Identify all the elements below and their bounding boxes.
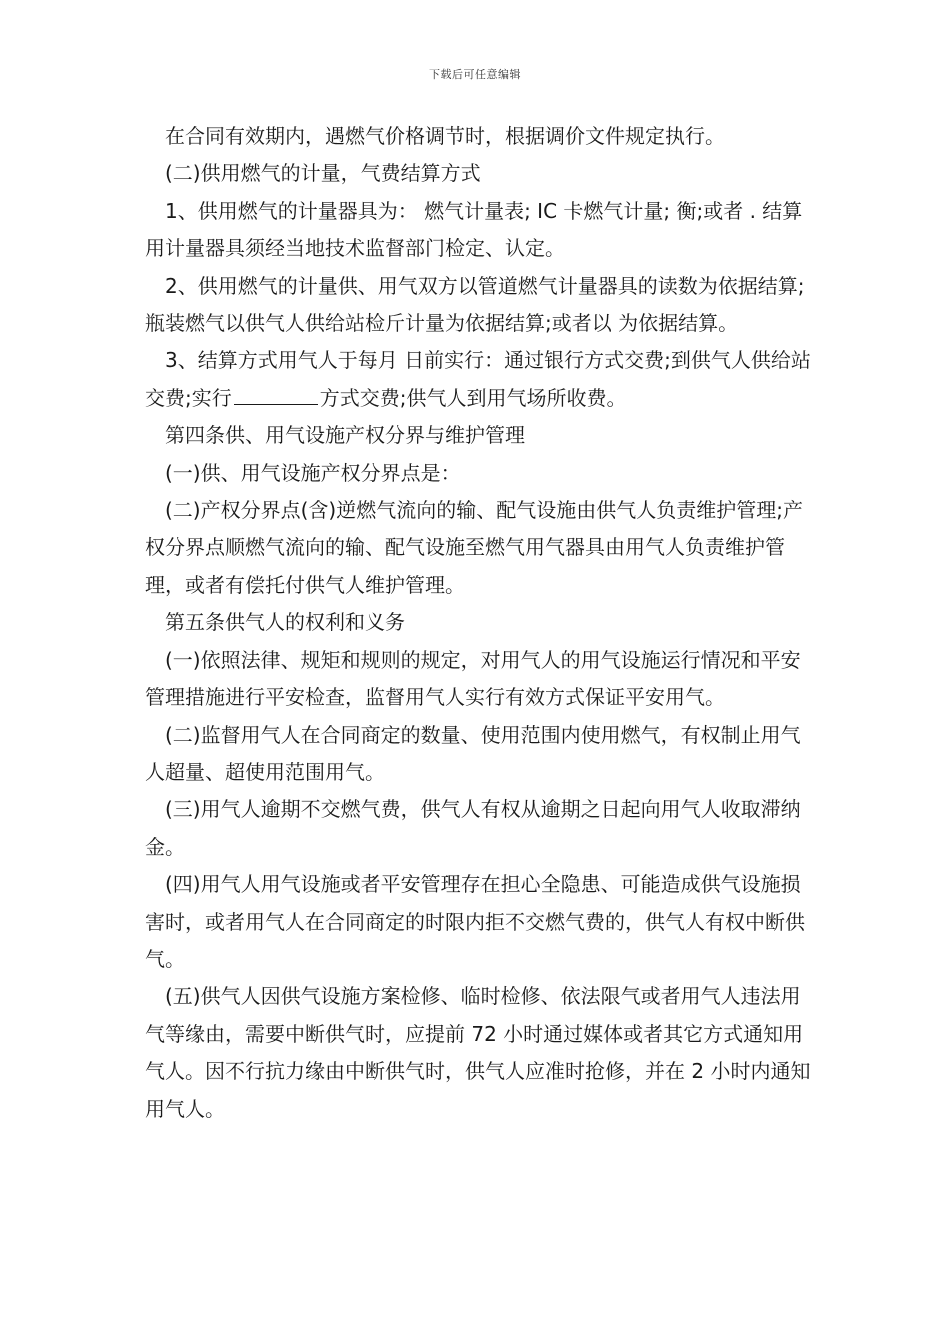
paragraph-text-tail: 方式交费;供气人到用气场所收费。 — [319, 385, 627, 410]
paragraph: (三)用气人逾期不交燃气费，供气人有权从逾期之日起向用气人收取滞纳金。 — [145, 797, 801, 859]
section-heading: (二)供用燃气的计量，气费结算方式 — [165, 161, 481, 186]
paragraph: 1、供用燃气的计量器具为： 燃气计量表; IC 卡燃气计量; 衡;或者 . 结算用计量器具须经当地技术监督部门检定、认定。 — [145, 198, 803, 261]
article-heading: 第四条供、用气设施产权分界与维护管理 — [165, 423, 525, 448]
fill-in-blank — [234, 386, 318, 405]
paragraph: 2、供用燃气的计量供、用气双方以管道燃气计量器具的读数为依据结算;瓶装燃气以供气人供给站检斤计量为依据结算;或者以 为依据结算。 — [145, 273, 805, 336]
paragraph: 在合同有效期内，遇燃气价格调节时，根据调价文件规定执行。 — [165, 124, 725, 148]
document-body — [145, 118, 813, 1128]
paragraph: (四)用气人用气设施或者平安管理存在担心全隐患、可能造成供气设施损害时，或者用气人在合同商定的时限内拒不交燃气费的，供气人有权中断供气。 — [145, 872, 805, 971]
paragraph: (五)供气人因供气设施方案检修、临时检修、依法限气或者用气人违法用气等缘由，需要中断供气时，应提前 72 小时通过媒体或者其它方式通知用气人。因不行抗力缘由中断供气时，供气人应准时抢修，并在 2 小时内通知用气人。 — [145, 984, 811, 1121]
paragraph-text: 3、结算方式用气人于每月 日前实行：通过银行方式交费;到供气人供给站交费;实行 — [145, 348, 811, 410]
paragraph: (一)依照法律、规矩和规则的规定，对用气人的用气设施运行情况和平安管理措施进行平安检查，监督用气人实行有效方式保证平安用气。 — [145, 647, 801, 710]
paragraph: (一)供、用气设施产权分界点是： — [165, 460, 461, 485]
paragraph: (二)产权分界点(含)逆燃气流向的输、配气设施由供气人负责维护管理;产权分界点顺燃气流向的输、配气设施至燃气用气器具由用气人负责维护管理，或者有偿托付供气人维护管理。 — [145, 498, 803, 597]
paragraph — [145, 342, 813, 417]
page-header: 下载后可任意编辑 — [429, 68, 521, 81]
article-heading: 第五条供气人的权利和义务 — [165, 610, 405, 635]
paragraph: (二)监督用气人在合同商定的数量、使用范围内使用燃气，有权制止用气人超量、超使用范围用气。 — [145, 722, 801, 784]
